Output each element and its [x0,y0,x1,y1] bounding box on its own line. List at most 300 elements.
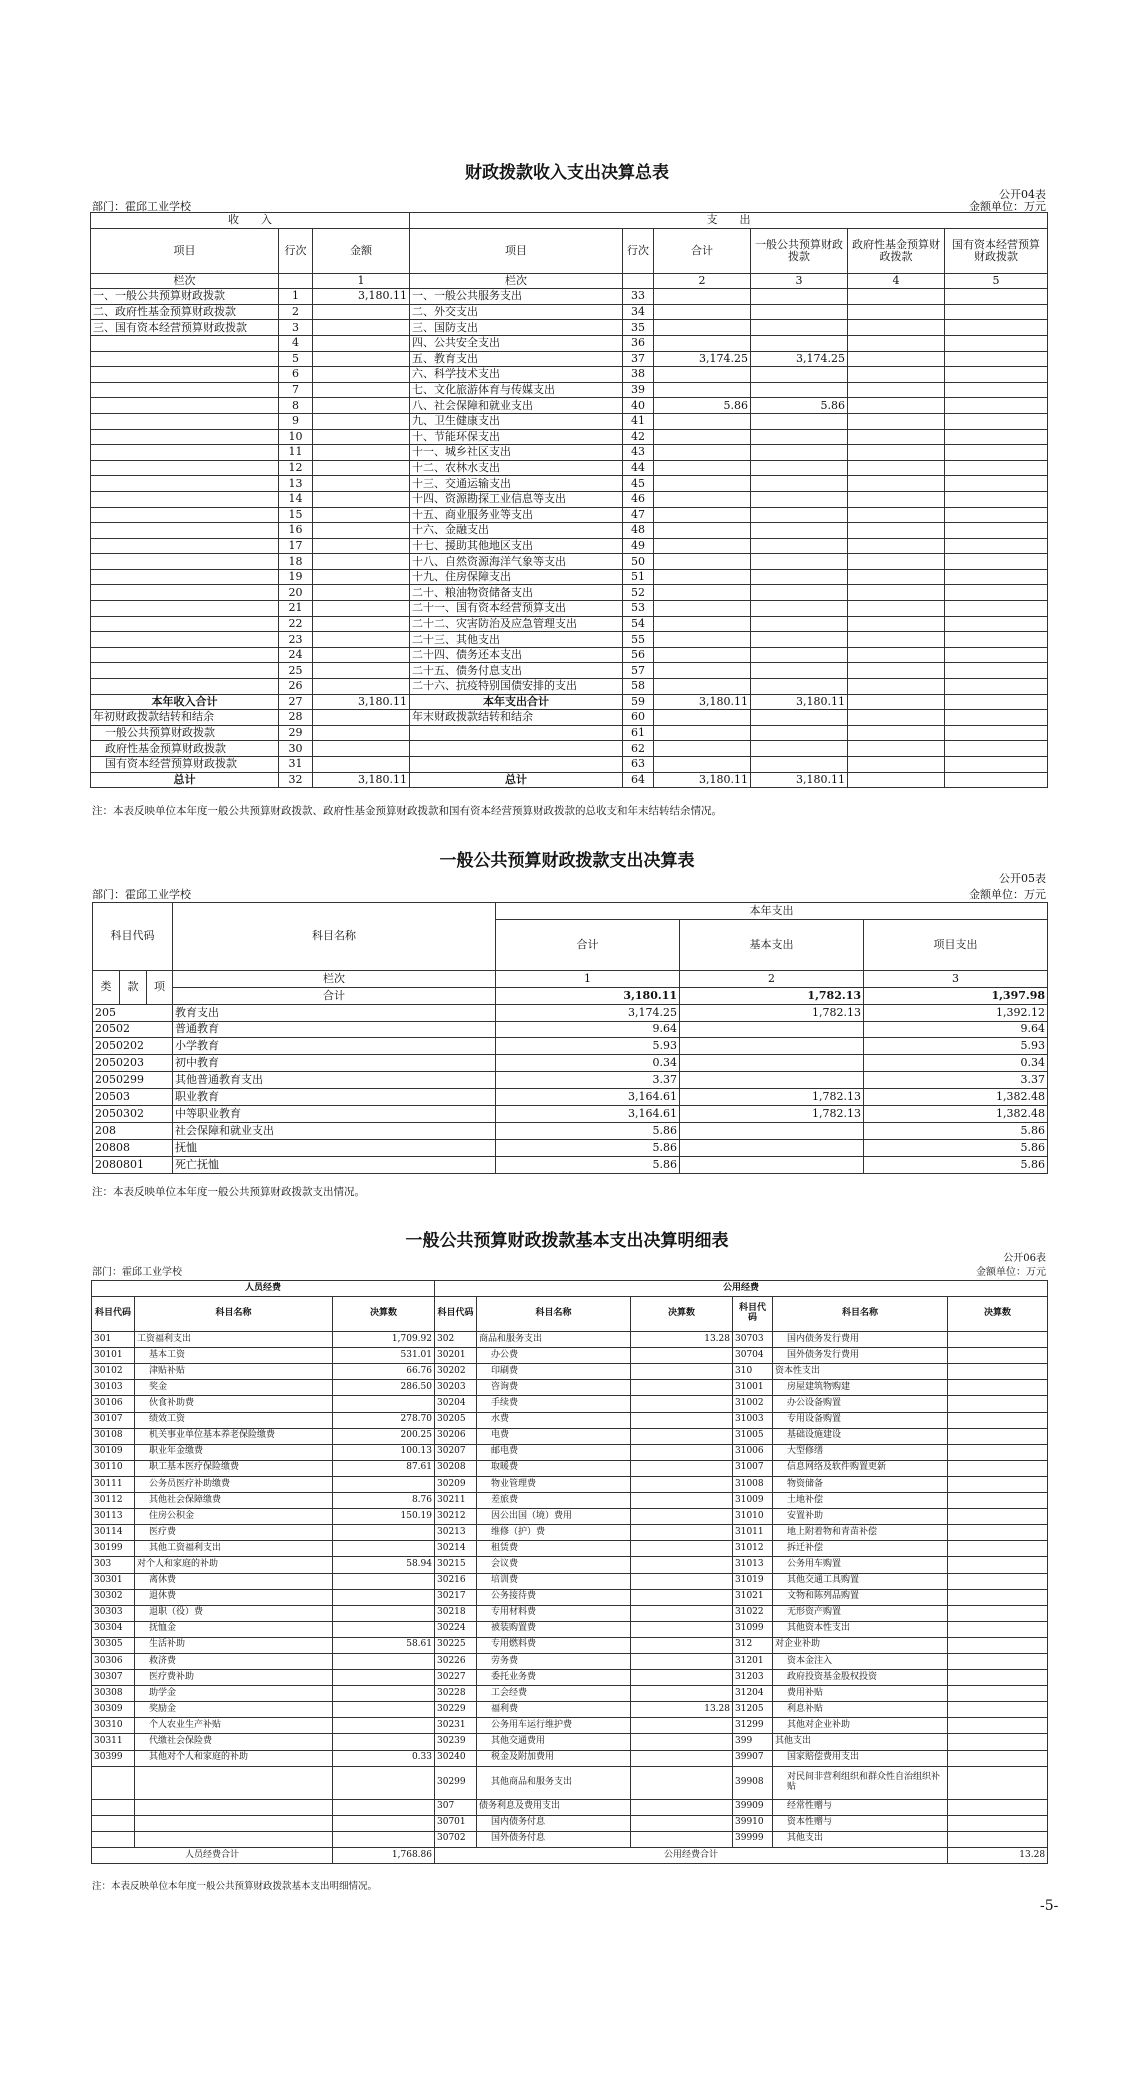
table-cell: 39999 [733,1831,773,1847]
column-index: 栏次 [91,273,279,289]
amount: 9.64 [864,1021,1048,1038]
table-cell [333,1734,435,1750]
table-row [91,382,1048,398]
table-cell [848,585,945,601]
table-row [93,1055,1048,1072]
table-row [92,1605,1048,1621]
subject-name: 死亡抚恤 [173,1156,496,1173]
table-cell [948,1653,1048,1669]
table-cell: 30703 [733,1332,773,1348]
table-cell: 委托业务费 [477,1670,631,1686]
table-cell [654,460,751,476]
amount: 3,174.25 [496,1004,680,1021]
table-row [92,1412,1048,1428]
table-cell [631,1493,733,1509]
table-cell: 39907 [733,1750,773,1766]
table-cell: 十二、农林水支出 [410,460,623,476]
table-cell [848,757,945,773]
table-cell [91,398,279,414]
table-cell [945,725,1048,741]
code-part-header: 项 [147,970,173,1004]
table-cell [848,772,945,788]
table-cell: 30208 [435,1460,477,1476]
table-cell [751,320,848,336]
table-cell [948,1428,1048,1444]
table-cell [751,523,848,539]
subject-name: 抚恤 [173,1139,496,1156]
table-row [92,1444,1048,1460]
table-cell: 十一、城乡社区支出 [410,445,623,461]
table-cell [135,1831,333,1847]
table-cell: 本年支出合计 [410,694,623,710]
table-cell [631,1718,733,1734]
table-cell [751,616,848,632]
table-cell [751,429,848,445]
table-cell [848,725,945,741]
table-cell [945,585,1048,601]
table-cell: 52 [623,585,654,601]
table-cell: 八、社会保障和就业支出 [410,398,623,414]
table-cell [945,398,1048,414]
table-cell: 十七、援助其他地区支出 [410,538,623,554]
table-cell [945,601,1048,617]
table-cell: 一、一般公共预算财政拨款 [91,289,279,305]
table-cell [313,663,410,679]
table-cell: 36 [623,335,654,351]
table-cell [945,289,1048,305]
table-cell: 61 [623,725,654,741]
table-cell: 30304 [92,1621,135,1637]
table-cell: 培训费 [477,1573,631,1589]
column-header: 国有资本经营预算财政拨款 [945,228,1048,273]
table-cell: 24 [279,647,313,663]
table-cell: 伙食补助费 [135,1396,333,1412]
table-cell [313,554,410,570]
table-cell: 14 [279,491,313,507]
table-cell [948,1589,1048,1605]
column-header: 科目代码 [733,1297,773,1332]
total-value: 1,397.98 [864,987,1048,1004]
amount: 5.86 [864,1156,1048,1173]
table-cell [948,1734,1048,1750]
amount [680,1038,864,1055]
table-cell [848,445,945,461]
table-cell: 30107 [92,1412,135,1428]
table-cell: 差旅费 [477,1493,631,1509]
table-cell [654,413,751,429]
table-cell: 286.50 [333,1380,435,1396]
table-cell [631,1509,733,1525]
amount: 3,164.61 [496,1106,680,1123]
table-cell [91,335,279,351]
table-cell [751,507,848,523]
table-cell: 30299 [435,1766,477,1799]
table-row [92,1799,1048,1815]
table-cell [848,616,945,632]
table-cell [631,1734,733,1750]
table-cell: 41 [623,413,654,429]
subject-code: 205 [93,1004,173,1021]
table-cell [654,554,751,570]
table-row [92,1621,1048,1637]
table-cell [91,460,279,476]
column-index: 1 [313,273,410,289]
table-row [91,523,1048,539]
table-cell: 30204 [435,1396,477,1412]
table-cell [945,663,1048,679]
table-cell: 30226 [435,1653,477,1669]
table-cell [945,616,1048,632]
table-cell: 40 [623,398,654,414]
table-cell: 25 [279,663,313,679]
table-cell [92,1815,135,1831]
table-row [91,585,1048,601]
table-cell: 公务接待费 [477,1589,631,1605]
table-row [92,1815,1048,1831]
table-cell [945,491,1048,507]
table-cell: 奖金 [135,1380,333,1396]
table-cell: 31022 [733,1605,773,1621]
table-cell [654,445,751,461]
subject-name: 教育支出 [173,1004,496,1021]
table-cell [751,725,848,741]
column-index: 4 [848,273,945,289]
table-cell: 咨询费 [477,1380,631,1396]
column-header: 科目名称 [477,1297,631,1332]
table-cell [654,320,751,336]
table-cell: 64 [623,772,654,788]
table-cell [751,476,848,492]
table-cell: 退休费 [135,1589,333,1605]
table-cell: 27 [279,694,313,710]
table-cell: 绩效工资 [135,1412,333,1428]
table-cell [631,1380,733,1396]
table-cell: 22 [279,616,313,632]
table-cell [948,1831,1048,1847]
table-cell: 其他交通费用 [477,1734,631,1750]
amount: 5.86 [496,1139,680,1156]
table-cell [313,398,410,414]
table-cell [654,725,751,741]
table-row [92,1637,1048,1653]
table-cell [945,647,1048,663]
table-cell: 医疗费 [135,1525,333,1541]
year-expense-header: 本年支出 [496,903,1048,920]
subject-code: 2050202 [93,1038,173,1055]
table-cell [333,1396,435,1412]
table-cell [631,1460,733,1476]
amount: 3.37 [864,1072,1048,1089]
table-cell: 土地补偿 [773,1493,948,1509]
table-cell: 1,709.92 [333,1332,435,1348]
table-cell [313,429,410,445]
table-cell: 办公设备购置 [773,1396,948,1412]
table-cell: 办公费 [477,1348,631,1364]
table-cell: 3,180.11 [313,289,410,305]
table-cell: 30224 [435,1621,477,1637]
table-cell: 66.76 [333,1364,435,1380]
table-cell [751,569,848,585]
table-cell: 商品和服务支出 [477,1332,631,1348]
table-cell: 30308 [92,1686,135,1702]
table-cell: 五、教育支出 [410,351,623,367]
table-cell [631,1444,733,1460]
table-cell: 经常性赠与 [773,1799,948,1815]
amount [680,1156,864,1173]
table-cell: 31007 [733,1460,773,1476]
table-row [92,1573,1048,1589]
table-cell: 5.86 [751,398,848,414]
table-row [91,663,1048,679]
header-row [92,1281,1048,1297]
table-cell: 30205 [435,1412,477,1428]
table-cell: 专用材料费 [477,1605,631,1621]
table-cell [654,741,751,757]
table-cell: 56 [623,647,654,663]
table-cell [654,335,751,351]
table-cell: 公务用车运行维护费 [477,1718,631,1734]
table-cell: 31011 [733,1525,773,1541]
table-cell: 对个人和家庭的补助 [135,1557,333,1573]
table-cell [631,1557,733,1573]
code-header: 科目代码 [93,903,173,971]
table-cell [848,679,945,695]
table-cell: 30302 [92,1589,135,1605]
table-row [92,1332,1048,1348]
table-cell: 30106 [92,1396,135,1412]
income-header: 收 入 [91,213,410,229]
amount: 1,782.13 [680,1004,864,1021]
table-cell [848,554,945,570]
table-cell: 5.86 [654,398,751,414]
table-cell: 被装购置费 [477,1621,631,1637]
table-cell: 其他对企业补助 [773,1718,948,1734]
table-cell: 信息网络及软件购置更新 [773,1460,948,1476]
table-row [93,1122,1048,1139]
table-cell: 62 [623,741,654,757]
table-cell [945,351,1048,367]
table-cell [91,679,279,695]
table-row [91,710,1048,726]
table-cell [848,382,945,398]
column-index [279,273,313,289]
table-cell: 抚恤金 [135,1621,333,1637]
table-cell: 60 [623,710,654,726]
table-cell [91,663,279,679]
table-cell: 30399 [92,1750,135,1766]
table-cell [751,491,848,507]
table-cell: 维修（护）费 [477,1525,631,1541]
table-cell: 31201 [733,1653,773,1669]
table-cell [135,1766,333,1799]
table-cell [313,585,410,601]
table-cell [654,491,751,507]
table-cell [848,460,945,476]
table-cell [848,398,945,414]
amount: 5.86 [496,1122,680,1139]
table-row [92,1702,1048,1718]
table-cell [631,1428,733,1444]
table-row [91,772,1048,788]
table-cell: 46 [623,491,654,507]
table-cell [948,1444,1048,1460]
table-cell: 机关事业单位基本养老保险缴费 [135,1428,333,1444]
table-cell [945,460,1048,476]
table-cell: 30108 [92,1428,135,1444]
amount: 3,164.61 [496,1089,680,1106]
table-cell: 39910 [733,1815,773,1831]
table-cell [848,569,945,585]
table-cell [313,382,410,398]
table-cell [654,616,751,632]
table-cell: 离休费 [135,1573,333,1589]
table-cell: 31001 [733,1380,773,1396]
header-row [91,213,1048,229]
table-cell [333,1766,435,1799]
table-cell [848,694,945,710]
table-cell [654,757,751,773]
table-cell [654,476,751,492]
table-cell [948,1686,1048,1702]
total-value: 3,180.11 [496,987,680,1004]
table-cell [945,679,1048,695]
subject-name: 小学教育 [173,1038,496,1055]
table-cell: 国内债务付息 [477,1815,631,1831]
table-cell [313,632,410,648]
amount [680,1021,864,1038]
table-cell [91,382,279,398]
table-cell: 312 [733,1637,773,1653]
table-cell: 31019 [733,1573,773,1589]
amount: 5.86 [864,1139,1048,1156]
table-cell: 对企业补助 [773,1637,948,1653]
table-cell [948,1766,1048,1799]
table-cell [945,710,1048,726]
table2-note: 注：本表反映单位本年度一般公共预算财政拨款支出情况。 [92,1186,365,1198]
table-cell: 5 [279,351,313,367]
column-index [623,273,654,289]
table-cell: 33 [623,289,654,305]
table-cell [654,429,751,445]
table-cell: 21 [279,601,313,617]
table-cell: 31204 [733,1686,773,1702]
table-cell [91,601,279,617]
table-cell [631,1815,733,1831]
table-cell [333,1799,435,1815]
table-cell: 3 [279,320,313,336]
table-row [91,538,1048,554]
table-cell [333,1573,435,1589]
table-row [91,413,1048,429]
table-cell [848,429,945,445]
table-cell [848,335,945,351]
table-cell [848,710,945,726]
table-cell [333,1476,435,1492]
subject-name: 职业教育 [173,1089,496,1106]
table-cell: 30701 [435,1815,477,1831]
table-cell [631,1573,733,1589]
table-cell: 公务员医疗补助缴费 [135,1476,333,1492]
table-cell: 3,180.11 [313,694,410,710]
table-cell [313,335,410,351]
basic-expense-detail-table [91,1280,1048,1864]
table-cell: 30227 [435,1670,477,1686]
table-cell [948,1541,1048,1557]
table-row [93,1072,1048,1089]
table-cell: 二十三、其他支出 [410,632,623,648]
table-cell [848,351,945,367]
table1-form-no: 公开04表 [999,188,1046,201]
table-cell: 印刷费 [477,1364,631,1380]
table-cell: 30203 [435,1380,477,1396]
table-row [92,1509,1048,1525]
table-cell: 文物和陈列品购置 [773,1589,948,1605]
table-cell: 30211 [435,1493,477,1509]
table-cell: 10 [279,429,313,445]
column-header: 一般公共预算财政拨款 [751,228,848,273]
table-cell: 利息补贴 [773,1702,948,1718]
table-row [92,1428,1048,1444]
table-cell [945,554,1048,570]
table-cell [91,538,279,554]
table-cell [945,632,1048,648]
table-cell: 费用补贴 [773,1686,948,1702]
table-cell: 30309 [92,1702,135,1718]
table-cell: 30110 [92,1460,135,1476]
table-cell [654,382,751,398]
table-cell [848,320,945,336]
table-cell: 医疗费补助 [135,1670,333,1686]
column-header: 科目名称 [773,1297,948,1332]
table-cell [945,757,1048,773]
table-cell: 28 [279,710,313,726]
table-cell: 31010 [733,1509,773,1525]
table-cell [751,741,848,757]
table-cell [948,1476,1048,1492]
table-cell: 100.13 [333,1444,435,1460]
table-cell [91,413,279,429]
table-cell [91,367,279,383]
table-row [91,507,1048,523]
subject-name: 普通教育 [173,1021,496,1038]
table-row [91,398,1048,414]
column-index: 2 [680,970,864,987]
table-cell: 年初财政拨款结转和结余 [91,710,279,726]
table1-department: 部门：霍邱工业学校 [92,200,191,213]
table-cell: 地上附着物和青苗补偿 [773,1525,948,1541]
table-cell: 本年收入合计 [91,694,279,710]
table-row [93,1089,1048,1106]
table-cell [313,601,410,617]
subject-name: 其他普通教育支出 [173,1072,496,1089]
table-cell: 电费 [477,1428,631,1444]
table-cell: 31008 [733,1476,773,1492]
subject-code: 2050203 [93,1055,173,1072]
table-cell [313,413,410,429]
table-cell: 44 [623,460,654,476]
table-cell [135,1799,333,1815]
table-cell: 3,174.25 [751,351,848,367]
table-cell: 31013 [733,1557,773,1573]
table-cell: 30215 [435,1557,477,1573]
table-cell [945,476,1048,492]
table-cell [945,445,1048,461]
amount [680,1139,864,1156]
table-cell [654,585,751,601]
table-cell [945,304,1048,320]
column-header: 科目代码 [92,1297,135,1332]
table-cell [91,445,279,461]
